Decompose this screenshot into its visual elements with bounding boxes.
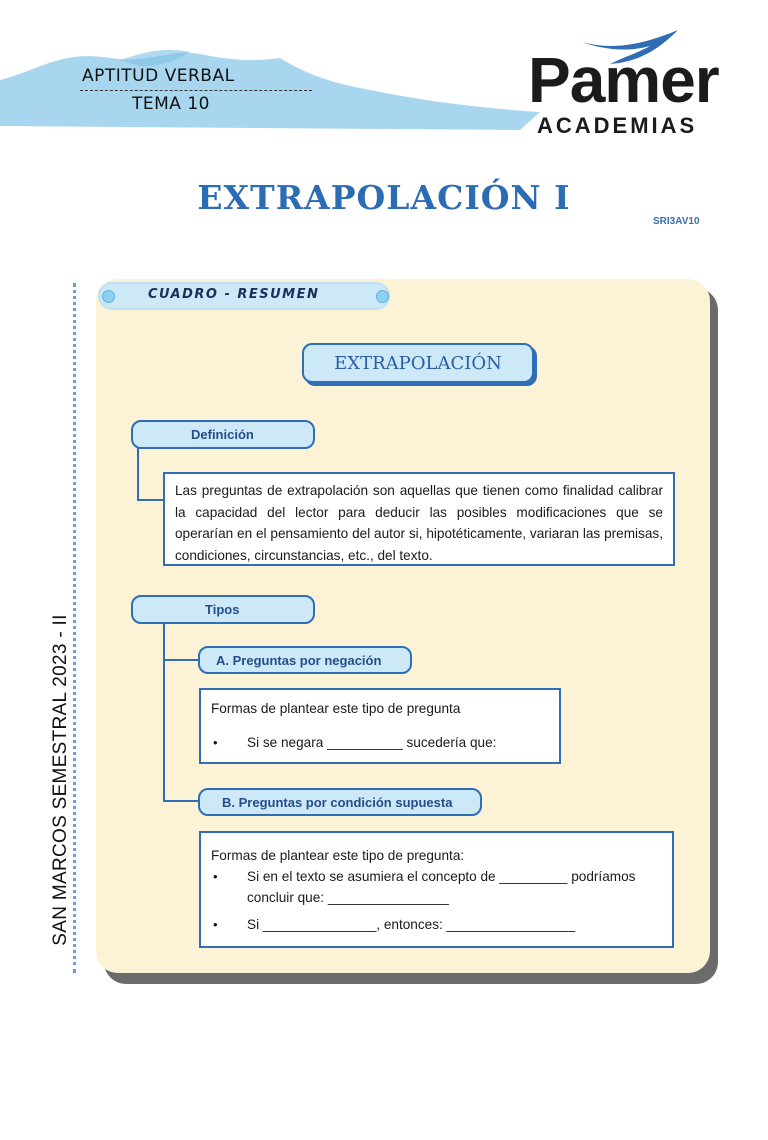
type-b-connector	[163, 800, 199, 802]
types-connector	[163, 623, 165, 801]
type-b-item-1: Si en el texto se asumiera el concepto de _________ podríamos	[247, 869, 636, 884]
side-dotted-rule	[73, 283, 76, 973]
banner-left-dot	[102, 290, 115, 303]
definition-label: Definición	[131, 420, 315, 449]
type-a-intro: Formas de plantear este tipo de pregunta	[211, 701, 461, 716]
bullet-icon: •	[213, 917, 218, 932]
concept-box: EXTRAPOLACIÓN	[302, 343, 534, 383]
bullet-icon: •	[213, 735, 218, 750]
definition-connector	[137, 448, 139, 500]
topic-label: TEMA 10	[132, 94, 210, 114]
type-b-item-1-cont: concluir que: ________________	[247, 890, 449, 905]
banner-right-dot	[376, 290, 389, 303]
logo-wordmark: Pamer	[528, 44, 719, 116]
type-b-label: B. Preguntas por condición supuesta	[198, 788, 482, 816]
type-a-label: A. Preguntas por negación	[198, 646, 412, 674]
type-a-box	[199, 688, 561, 764]
type-b-box	[199, 831, 674, 948]
summary-banner-label: CUADRO - RESUMEN	[148, 287, 320, 302]
header-wave-graphic	[0, 40, 540, 135]
subject-label: APTITUD VERBAL	[82, 66, 235, 86]
header-divider	[80, 90, 312, 92]
types-label: Tipos	[131, 595, 315, 624]
type-b-intro: Formas de plantear este tipo de pregunta:	[211, 848, 465, 863]
side-vertical-text: SAN MARCOS SEMESTRAL 2023 - II	[50, 614, 71, 946]
type-b-item-2: Si _______________, entonces: _________________	[247, 917, 576, 932]
type-a-item-1: Si se negara __________ sucedería que:	[247, 735, 497, 750]
page-title: EXTRAPOLACIÓN I	[197, 178, 571, 217]
type-a-connector	[163, 659, 199, 661]
bullet-icon: •	[213, 869, 218, 884]
document-code: SRI3AV10	[653, 216, 700, 227]
definition-text: Las preguntas de extrapolación son aquellas que tienen como finalidad calibrar la capacidad del lector para deducir las posibles modificaciones que se operarían en el pensamiento del autor si, hipotéticamente, variaran las premisas, condiciones, circunstancias, etc., del texto.	[163, 472, 675, 566]
logo-subtitle: ACADEMIAS	[537, 113, 698, 138]
definition-connector-h	[137, 499, 164, 501]
